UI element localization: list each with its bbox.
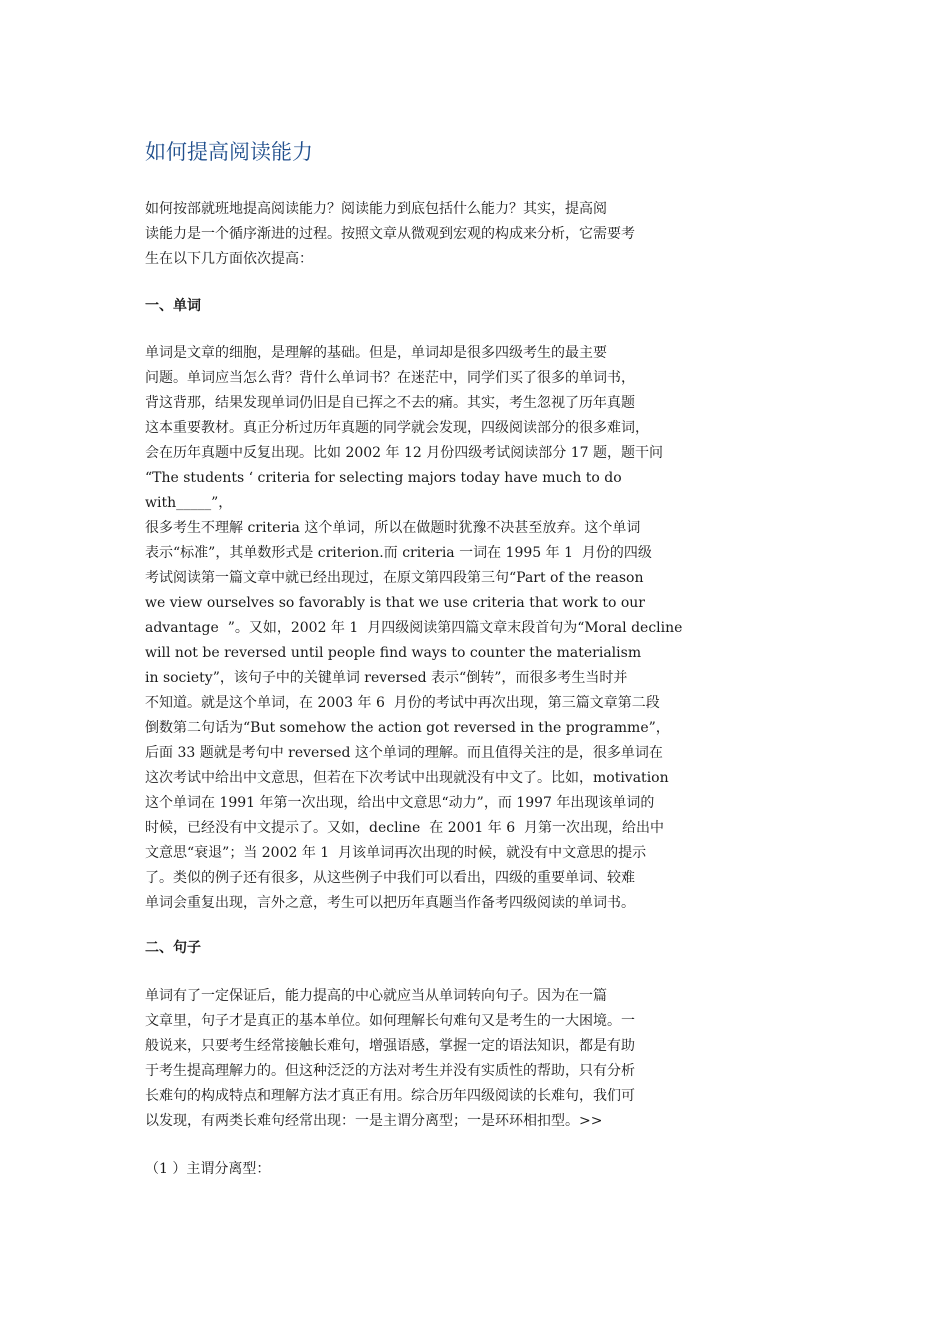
section-heading-words: 一、单词 — [145, 298, 201, 314]
page-title: 如何提高阅读能力 — [145, 140, 313, 164]
section-words-paragraph — [145, 341, 785, 916]
text-line: 不知道。就是这个单词，在 2003 年 6 月份的考试中再次出现，第三篇文章第二段 — [145, 695, 660, 711]
text-line: 这个单词在 1991 年第一次出现，给出中文意思“动力”，而 1997 年出现该单词的 — [145, 795, 655, 811]
text-line: 倒数第二句话为“But somehow the action got reversed in the programme”， — [145, 720, 670, 736]
text-line: with_____”， — [145, 495, 233, 511]
intro-paragraph — [145, 197, 785, 272]
section-sentences-paragraph — [145, 984, 785, 1134]
text-line: 文章里，句子才是真正的基本单位。如何理解长句难句又是考生的一大困境。一 — [145, 1013, 635, 1029]
text-line: 般说来，只要考生经常接触长难句，增强语感，掌握一定的语法知识，都是有助 — [145, 1038, 635, 1054]
subheading-subject-predicate: （1 ）主谓分离型： — [145, 1161, 271, 1177]
text-line: 会在历年真题中反复出现。比如 2002 年 12 月份四级考试阅读部分 17 题，题干问 — [145, 445, 663, 461]
text-line: advantage ”。又如，2002 年 1 月四级阅读第四篇文章末段首句为“Moral decline — [145, 620, 683, 636]
text-line: 如何按部就班地提高阅读能力？阅读能力到底包括什么能力？其实，提高阅 — [145, 201, 607, 217]
text-line: 很多考生不理解 criteria 这个单词，所以在做题时犹豫不决甚至放弃。这个单词 — [145, 520, 641, 536]
text-line: 表示“标准”，其单数形式是 criterion.而 criteria 一词在 1995 年 1 月份的四级 — [145, 545, 652, 561]
text-line: 读能力是一个循序渐进的过程。按照文章从微观到宏观的构成来分析，它需要考 — [145, 226, 635, 242]
text-line: 考试阅读第一篇文章中就已经出现过，在原文第四段第三句“Part of the reason — [145, 570, 644, 586]
text-line: 生在以下几方面依次提高： — [145, 251, 313, 267]
text-line: will not be reversed until people find ways to counter the materialism — [145, 645, 642, 661]
text-line: 问题。单词应当怎么背？背什么单词书？在迷茫中，同学们买了很多的单词书， — [145, 370, 635, 386]
text-line: 单词有了一定保证后，能力提高的中心就应当从单词转向句子。因为在一篇 — [145, 988, 607, 1004]
text-line: 长难句的构成特点和理解方法才真正有用。综合历年四级阅读的长难句，我们可 — [145, 1088, 635, 1104]
text-line: 于考生提高理解力的。但这种泛泛的方法对考生并没有实质性的帮助，只有分析 — [145, 1063, 635, 1079]
text-line: 后面 33 题就是考句中 reversed 这个单词的理解。而且值得关注的是，很多单词在 — [145, 745, 663, 761]
text-line: 单词会重复出现，言外之意，考生可以把历年真题当作备考四级阅读的单词书。 — [145, 895, 635, 911]
text-line: 时候，已经没有中文提示了。又如，decline 在 2001 年 6 月第一次出现，给出中 — [145, 820, 665, 836]
text-line: 了。类似的例子还有很多，从这些例子中我们可以看出，四级的重要单词、较难 — [145, 870, 635, 886]
text-line: 以发现，有两类长难句经常出现：一是主谓分离型；一是环环相扣型。>> — [145, 1113, 603, 1129]
text-line: 单词是文章的细胞，是理解的基础。但是，单词却是很多四级考生的最主要 — [145, 345, 607, 361]
text-line: in society”，该句子中的关键单词 reversed 表示“倒转”，而很多考生当时并 — [145, 670, 628, 686]
text-line: “The students ‘ criteria for selecting majors today have much to do — [145, 470, 622, 486]
section-heading-sentences: 二、句子 — [145, 940, 201, 956]
text-line: 文意思“衰退”；当 2002 年 1 月该单词再次出现的时候，就没有中文意思的提示 — [145, 845, 647, 861]
text-line: 这本重要教材。真正分析过历年真题的同学就会发现，四级阅读部分的很多难词， — [145, 420, 649, 436]
text-line: 背这背那，结果发现单词仍旧是自已挥之不去的痛。其实，考生忽视了历年真题 — [145, 395, 635, 411]
text-line: 这次考试中给出中文意思，但若在下次考试中出现就没有中文了。比如，motivation — [145, 770, 669, 786]
text-line: we view ourselves so favorably is that we use criteria that work to our — [145, 595, 645, 611]
